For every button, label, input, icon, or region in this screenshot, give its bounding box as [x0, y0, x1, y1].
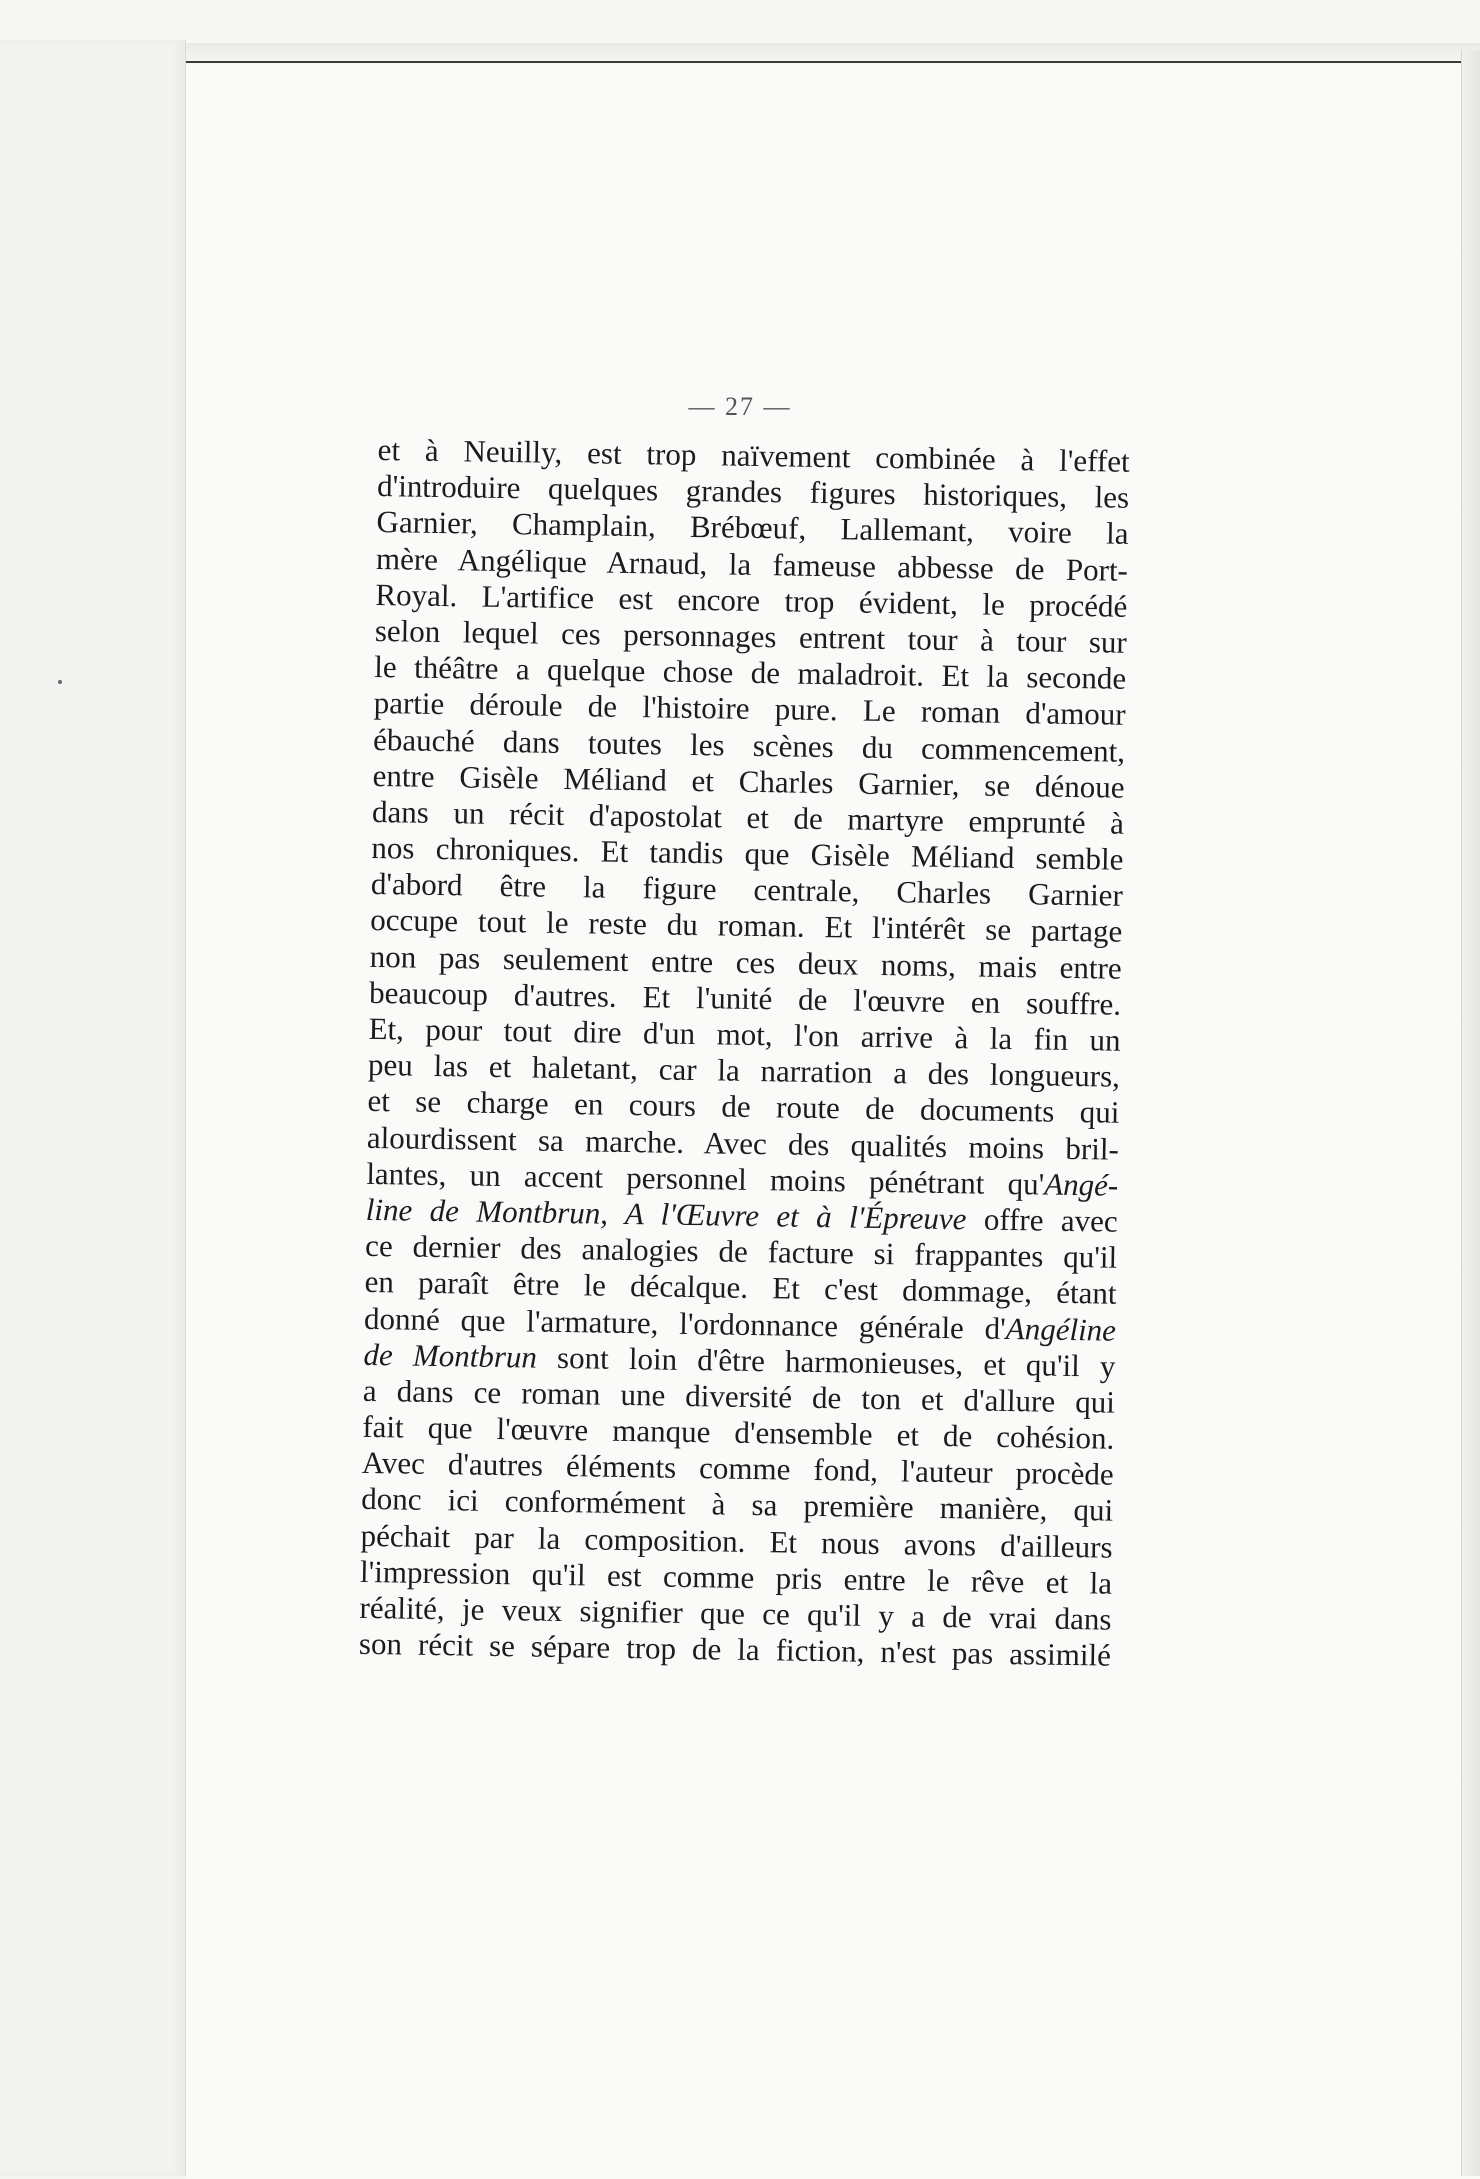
left-page-edge — [0, 40, 186, 2176]
text-segment: alourdissent sa marche. Avec des qualités moins bril- — [366, 1119, 1120, 1167]
text-segment: réalité, je veux signifier que ce qu'il y a de vrai dans — [359, 1589, 1112, 1637]
text-segment: son récit se sépare trop de la fiction, n'est pas assimilé — [358, 1626, 1112, 1673]
body-text — [359, 432, 1130, 1674]
text-segment: a dans ce roman une diversité de ton et d'allure qui — [362, 1372, 1116, 1420]
text-segment: Garnier, Champlain, Brébœuf, Lallemant, voire la — [376, 504, 1129, 552]
text-segment: ébauché dans toutes les scènes du commencement, — [372, 721, 1126, 769]
text-segment: fait que l'œuvre manque d'ensemble et de cohésion. — [362, 1408, 1115, 1456]
text-segment: dans un récit d'apostolat et de martyre emprunté à — [371, 793, 1125, 841]
text-segment: donné que l'armature, l'ordonnance générale d' — [363, 1300, 1007, 1346]
text-segment: Avec d'autres éléments comme fond, l'auteur procède — [361, 1445, 1114, 1492]
text-segment: peu las et haletant, car la narration a des longueurs, — [367, 1047, 1121, 1094]
text-segment: Et, pour tout dire d'un mot, l'on arrive à la fin un — [368, 1010, 1121, 1058]
page-number: — 27 — — [688, 392, 792, 421]
text-segment: le théâtre a quelque chose de maladroit. Et la seconde — [374, 649, 1127, 696]
scan-speck — [58, 680, 62, 684]
text-segment: nos chroniques. Et tandis que Gisèle Méliand semble — [371, 830, 1124, 877]
text-segment: en paraît être le décalque. Et c'est dommage, étant — [364, 1264, 1117, 1312]
text-segment: non pas seulement entre ces deux noms, mais entre — [369, 938, 1122, 986]
text-segment: offre avec — [966, 1201, 1118, 1239]
text-segment: d'introduire quelques grandes figures historiques, les — [376, 468, 1130, 515]
italic-title-segment: line de Montbrun, A l'Œuvre et à l'Épreuve — [365, 1191, 967, 1237]
italic-title-segment: de Montbrun — [363, 1336, 538, 1375]
text-segment: ce dernier des analogies de facture si frappantes qu'il — [364, 1228, 1118, 1275]
text-segment: donc ici conformément à sa première manière, qui — [360, 1481, 1114, 1529]
italic-title-segment: Angé- — [1043, 1166, 1119, 1203]
text-segment: sont loin d'être harmonieuses, et qu'il y — [536, 1339, 1116, 1384]
text-segment: lantes, un accent personnel moins pénétrant qu' — [366, 1155, 1045, 1202]
text-segment: partie déroule de l'histoire pure. Le roman d'amour — [373, 685, 1126, 733]
text-segment: entre Gisèle Méliand et Charles Garnier, se dénoue — [372, 757, 1125, 805]
text-segment: Royal. L'artifice est encore trop évident, le procédé — [375, 576, 1128, 624]
text-segment: péchait par la composition. Et nous avons d'ailleurs — [360, 1517, 1113, 1565]
text-segment: selon lequel ces personnages entrent tour à tour sur — [374, 612, 1128, 660]
right-page-edge — [1461, 50, 1480, 2176]
text-segment: occupe tout le reste du roman. Et l'intérêt se partage — [370, 902, 1123, 950]
text-segment: d'abord être la figure centrale, Charles Garnier — [370, 866, 1124, 914]
text-segment: et se charge en cours de route de documents qui — [367, 1083, 1120, 1131]
text-segment: et à Neuilly, est trop naïvement combinée à l'effet — [377, 432, 1130, 479]
text-segment: l'impression qu'il est comme pris entre le rêve et la — [359, 1553, 1113, 1601]
italic-title-segment: Angéline — [1005, 1310, 1117, 1348]
text-segment: beaucoup d'autres. Et l'unité de l'œuvre en souffre. — [368, 974, 1122, 1022]
text-segment: mère Angélique Arnaud, la fameuse abbesse de Port- — [375, 540, 1129, 588]
